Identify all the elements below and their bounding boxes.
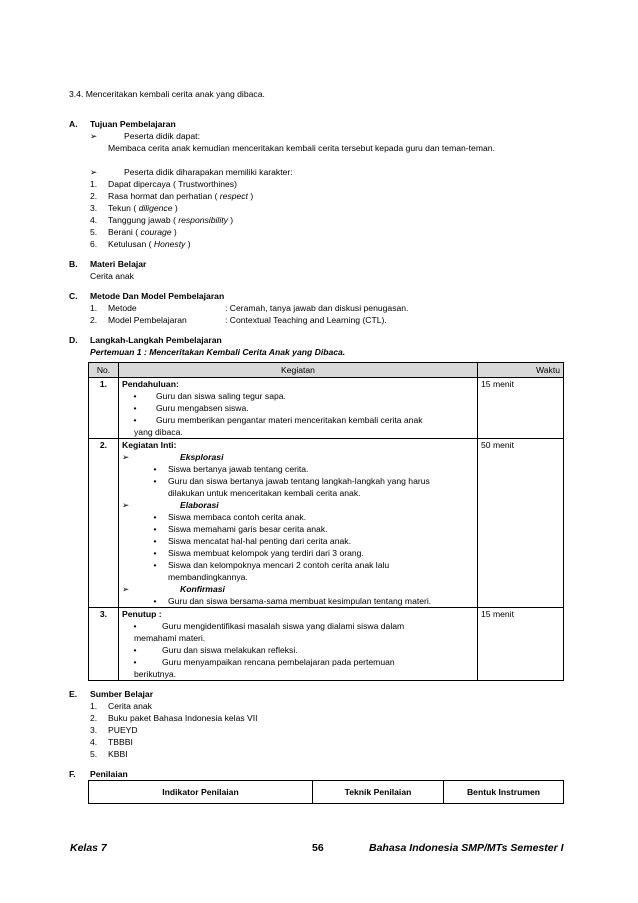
list-item: • Siswa bertanya jawab tentang cerita. xyxy=(122,463,474,475)
character-close: ) xyxy=(185,239,191,249)
method-value: : Ceramah, tanya jawab dan diskusi penugasan. xyxy=(225,303,409,313)
section-a-intro1-text: Membaca cerita anak kemudian menceritakan kembali cerita tersebut kepada guru dan teman-teman. xyxy=(108,143,495,153)
table-row xyxy=(89,608,564,681)
list-item: • Guru memberikan pengantar materi menceritakan kembali cerita anak xyxy=(122,414,474,426)
bullet-icon: • xyxy=(153,548,157,558)
method-label: Metode xyxy=(108,303,137,313)
character-english: respect xyxy=(219,191,248,201)
phase-heading: ➢ Elaborasi xyxy=(122,500,219,510)
bullet-icon: • xyxy=(133,657,137,667)
section-f-title: Penilaian xyxy=(90,769,128,779)
list-item: • Guru dan siswa bersama-sama membuat kesimpulan tentang materi. xyxy=(122,595,474,607)
character-close: ) xyxy=(172,203,178,213)
list-item: • Siswa membaca contoh cerita anak. xyxy=(122,511,474,523)
item-number: 1. xyxy=(90,179,98,189)
arrow-icon: ➢ xyxy=(90,167,98,177)
bullet-icon: • xyxy=(153,464,157,474)
activity-table xyxy=(88,362,564,681)
bullet-icon: • xyxy=(133,645,137,655)
source-item: TBBBI xyxy=(108,737,133,747)
list-item: • Siswa mencatat hal-hal penting dari cerita anak. xyxy=(122,535,474,547)
activity-title: Kegiatan Inti: xyxy=(122,440,177,450)
section-e-letter: E. xyxy=(69,689,78,699)
arrow-icon: ➢ xyxy=(122,452,130,462)
character-list-item xyxy=(108,190,253,202)
row-activities xyxy=(119,439,478,608)
header-kegiatan: Kegiatan xyxy=(119,363,478,378)
source-item: Buku paket Bahasa Indonesia kelas VII xyxy=(108,713,258,723)
list-item-continuation: yang dibaca. xyxy=(134,427,183,437)
section-d-letter: D. xyxy=(69,335,78,345)
character-list-item xyxy=(108,238,191,250)
section-e-title: Sumber Belajar xyxy=(90,689,154,699)
source-item: KBBI xyxy=(108,749,128,759)
character-list-item xyxy=(90,178,97,190)
section-c-title: Metode Dan Model Pembelajaran xyxy=(90,291,225,301)
section-b-title: Materi Belajar xyxy=(90,259,147,269)
bullet-icon: • xyxy=(153,560,157,570)
list-item-continuation: memahami materi. xyxy=(134,633,206,643)
character-list-item xyxy=(108,202,178,214)
arrow-icon: ➢ xyxy=(90,131,98,141)
character-text: Ketulusan ( xyxy=(108,239,154,249)
character-english: Honesty xyxy=(153,239,186,249)
character-english: diligence xyxy=(138,203,173,213)
character-list-item xyxy=(108,226,177,238)
list-item: • Guru mengabsen siswa. xyxy=(122,402,474,414)
list-item: • Guru mengidentifikasi masalah siswa yang dialami siswa dalam xyxy=(122,620,474,632)
character-text: Tekun ( xyxy=(108,203,139,213)
list-item: • Guru dan siswa bertanya jawab tentang langkah-langkah yang harus xyxy=(122,475,474,487)
phase-heading: ➢ Konfirmasi xyxy=(122,584,225,594)
page-number: 56 xyxy=(312,842,324,854)
arrow-icon: ➢ xyxy=(122,584,130,594)
character-english: courage xyxy=(140,227,172,237)
item-number: 6. xyxy=(90,239,98,249)
character-close: ) xyxy=(247,191,254,201)
item-number: 3. xyxy=(90,725,98,735)
bullet-icon: • xyxy=(153,524,157,534)
activity-title: Pendahuluan: xyxy=(122,379,179,389)
list-item: • Guru dan siswa melakukan refleksi. xyxy=(122,644,474,656)
model-label: Model Pembelajaran xyxy=(108,315,187,325)
list-item-continuation: berikutnya. xyxy=(134,669,177,679)
item-number: 1. xyxy=(90,303,98,313)
bullet-icon: • xyxy=(153,476,157,486)
section-c-letter: C. xyxy=(69,291,78,301)
bullet-icon: • xyxy=(153,596,157,606)
row-activities xyxy=(119,608,478,681)
item-number: 2. xyxy=(90,315,98,325)
section-a-intro2: Peserta didik diharapakan memiliki karakter: xyxy=(124,167,293,177)
activity-title: Penutup : xyxy=(122,609,162,619)
item-number: 4. xyxy=(90,215,98,225)
section-b-text: Cerita anak xyxy=(90,271,134,281)
table-header-row xyxy=(89,781,564,804)
source-item: PUEYD xyxy=(108,725,138,735)
bullet-icon: • xyxy=(133,403,137,413)
table-row xyxy=(89,378,564,439)
character-english: responsibility xyxy=(178,215,228,225)
assessment-table xyxy=(88,780,564,804)
arrow-icon: ➢ xyxy=(122,500,130,510)
row-number: 3. xyxy=(89,608,119,681)
model-value: : Contextual Teaching and Learning (CTL). xyxy=(225,315,387,325)
item-number: 2. xyxy=(90,713,98,723)
row-number: 1. xyxy=(89,378,119,439)
item-number: 2. xyxy=(90,191,98,201)
row-time: 50 menit xyxy=(478,439,564,608)
section-a-intro1: Peserta didik dapat: xyxy=(124,131,200,141)
source-item: Cerita anak xyxy=(108,701,152,711)
list-item: • Guru dan siswa saling tegur sapa. xyxy=(122,390,474,402)
bullet-icon: • xyxy=(133,415,137,425)
character-close: ) xyxy=(227,215,234,225)
footer-subject: Bahasa Indonesia SMP/MTs Semester I xyxy=(369,842,564,854)
bullet-icon: • xyxy=(133,621,137,631)
item-number: 4. xyxy=(90,737,98,747)
bullet-icon: • xyxy=(153,536,157,546)
character-text: Berani ( xyxy=(108,227,141,237)
meeting-subtitle: Pertemuan 1 : Menceritakan Kembali Cerita Anak yang Dibaca. xyxy=(90,347,346,357)
row-activities xyxy=(119,378,478,439)
section-f-letter: F. xyxy=(69,769,76,779)
header-indikator: Indikator Penilaian xyxy=(89,781,313,804)
header-no: No. xyxy=(89,363,119,378)
section-a-title: Tujuan Pembelajaran xyxy=(90,119,176,129)
list-item: • Siswa memahami garis besar cerita anak. xyxy=(122,523,474,535)
character-text: Dapat dipercaya ( Trustworthines) xyxy=(108,179,237,189)
item-number: 3. xyxy=(90,203,98,213)
item-number: 5. xyxy=(90,227,98,237)
header-teknik: Teknik Penilaian xyxy=(313,781,444,804)
list-item: • Siswa membuat kelompok yang terdiri dari 3 orang. xyxy=(122,547,474,559)
section-d-title: Langkah-Langkah Pembelajaran xyxy=(90,335,222,345)
row-time: 15 menit xyxy=(478,378,564,439)
list-item-continuation: dilakukan untuk menceritakan kembali cerita anak. xyxy=(168,488,361,498)
table-row xyxy=(89,439,564,608)
bullet-icon: • xyxy=(153,512,157,522)
character-close: ) xyxy=(171,227,177,237)
phase-heading: ➢ Eksplorasi xyxy=(122,452,224,462)
list-item: • Guru menyampaikan rencana pembelajaran pada pertemuan xyxy=(122,656,474,668)
character-text: Rasa hormat dan perhatian ( xyxy=(108,191,220,201)
character-text: Tanggung jawab ( xyxy=(108,215,179,225)
list-item-continuation: membandingkannya. xyxy=(168,572,248,582)
header-bentuk: Bentuk Instrumen xyxy=(444,781,564,804)
bullet-icon: • xyxy=(133,391,137,401)
item-number: 1. xyxy=(90,701,98,711)
list-item: • Siswa dan kelompoknya mencari 2 contoh cerita anak lalu xyxy=(122,559,474,571)
table-header-row xyxy=(89,363,564,378)
section-b-letter: B. xyxy=(69,259,78,269)
character-list-item xyxy=(108,214,233,226)
header-waktu: Waktu xyxy=(478,363,564,378)
competency-line: 3.4. Menceritakan kembali cerita anak yang dibaca. xyxy=(69,89,265,99)
section-a-letter: A. xyxy=(69,119,78,129)
row-time: 15 menit xyxy=(478,608,564,681)
row-number: 2. xyxy=(89,439,119,608)
footer-class: Kelas 7 xyxy=(70,842,107,854)
item-number: 5. xyxy=(90,749,98,759)
